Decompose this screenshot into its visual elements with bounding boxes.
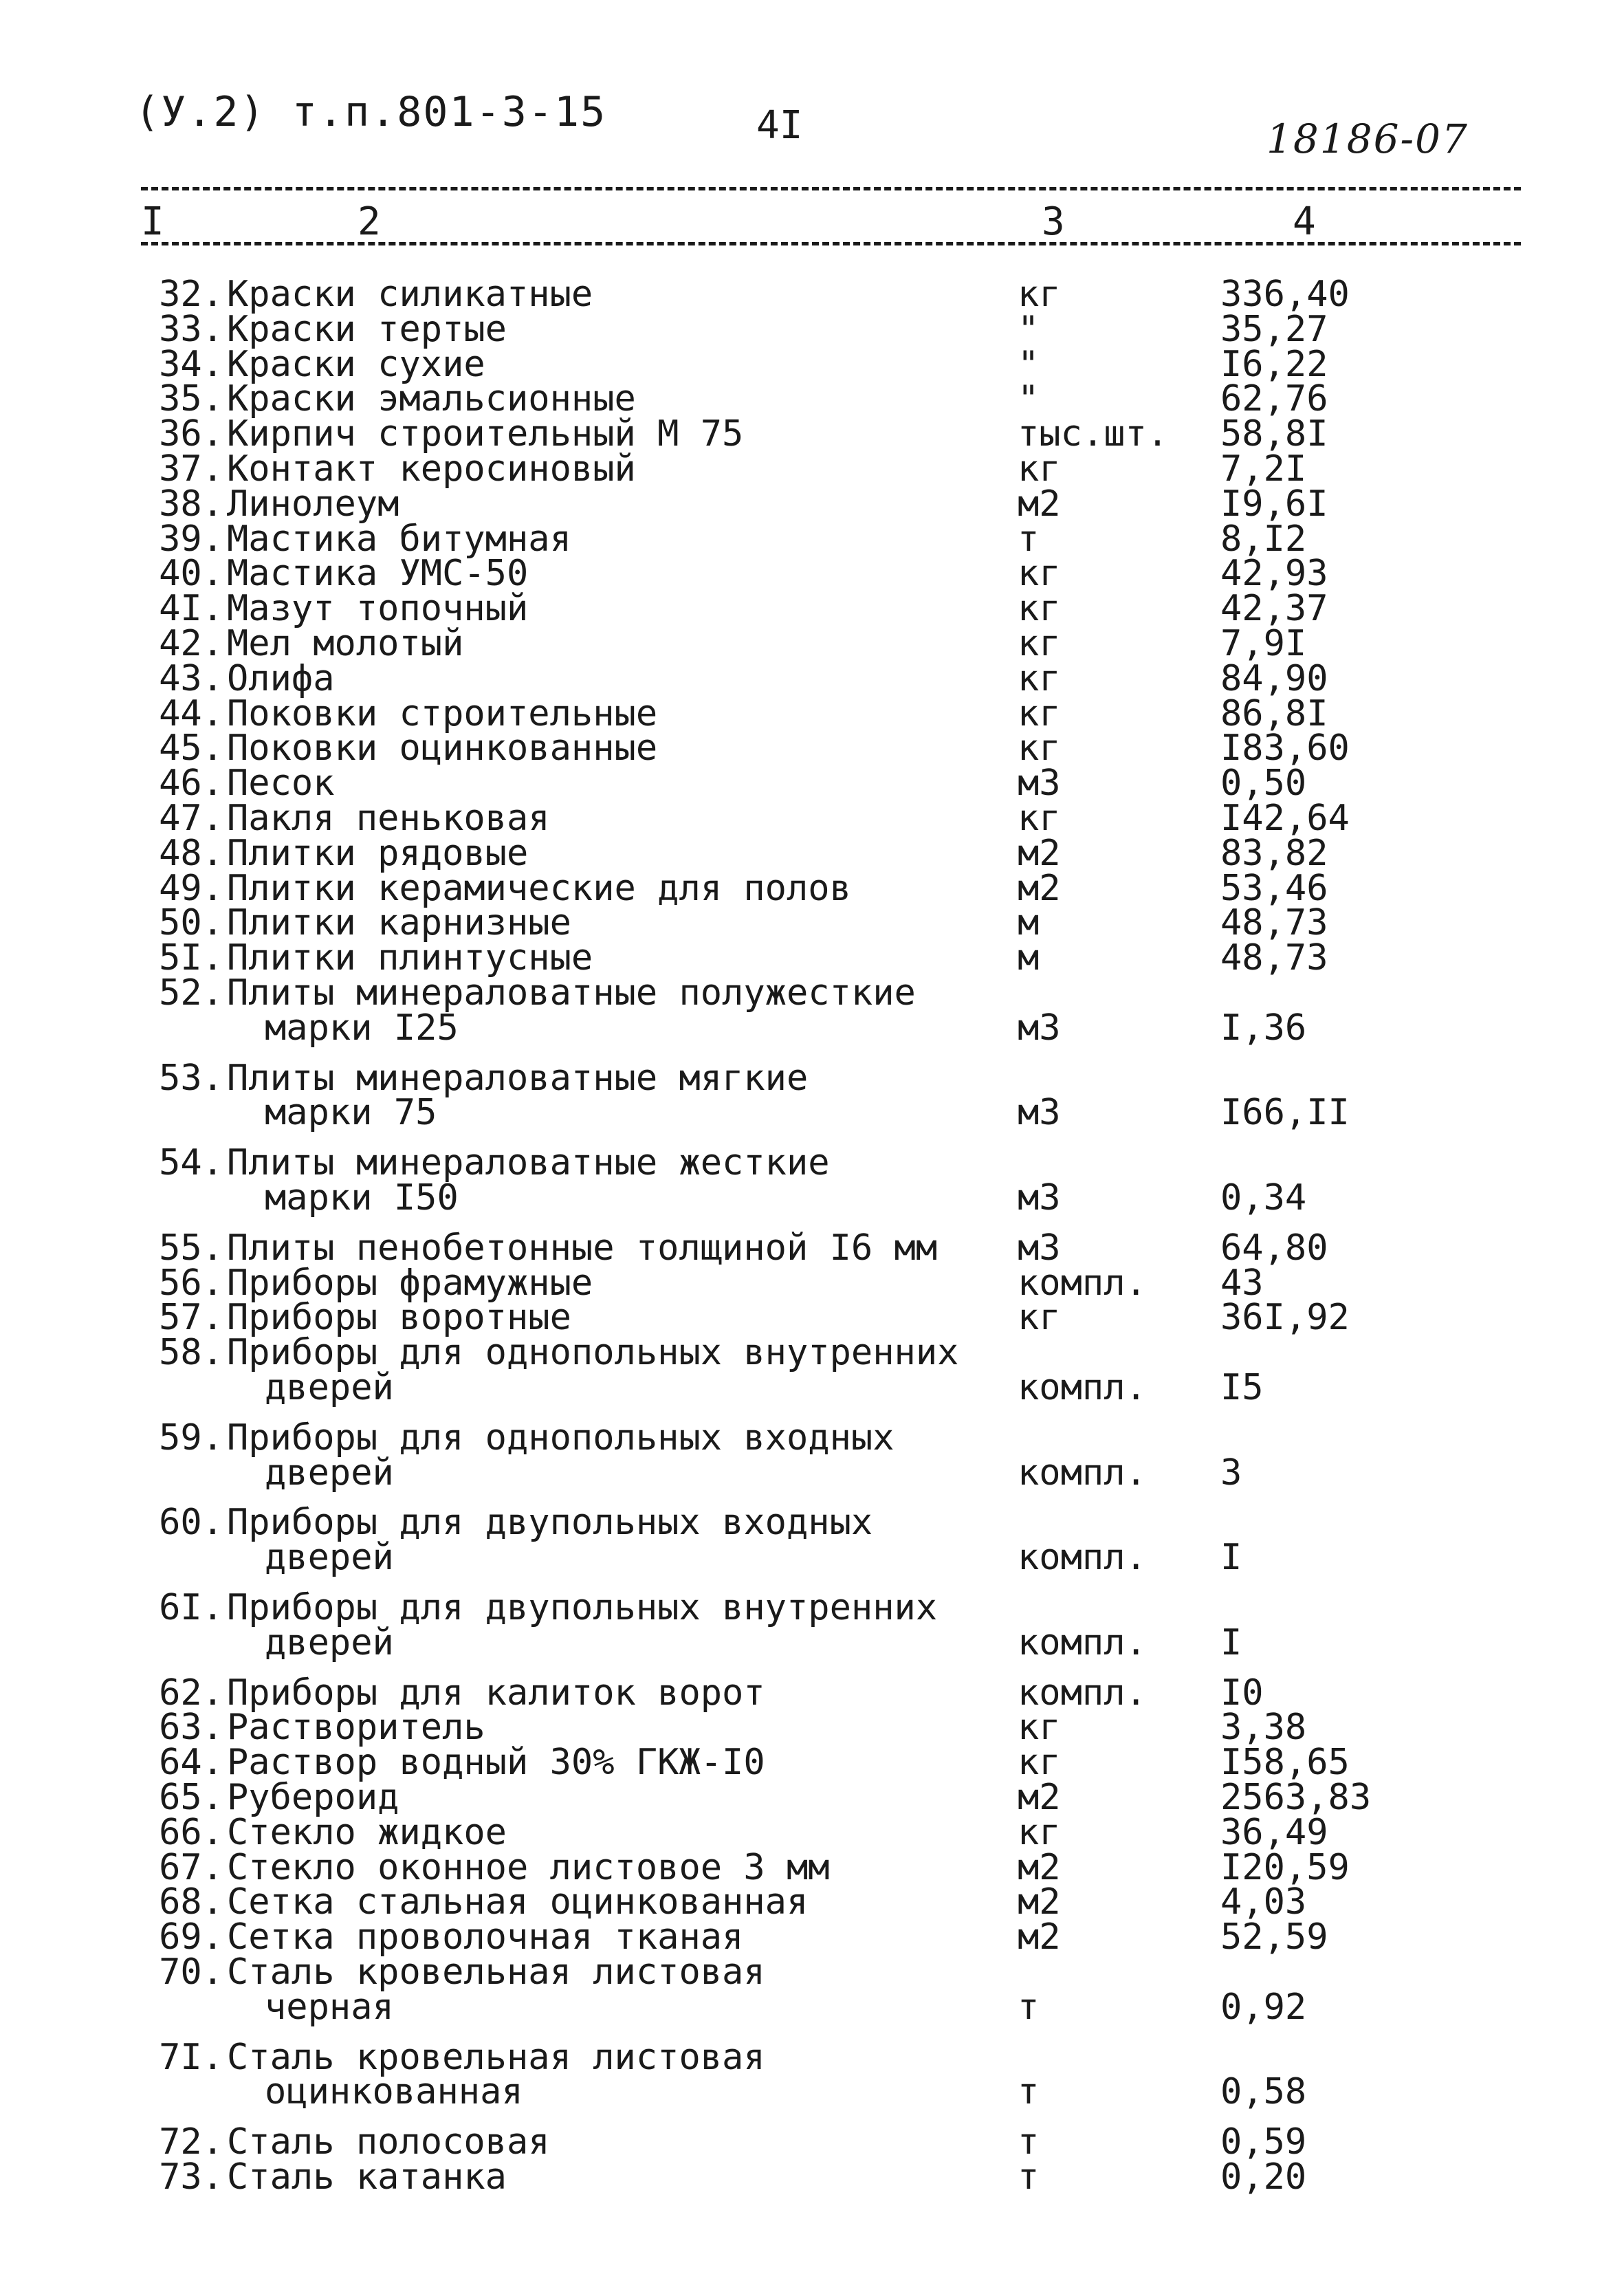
table-row [0,1883,1624,1921]
quantity: 4,03 [1220,1881,1307,1923]
quantity: I66,II [1220,1092,1350,1134]
quantity: 7,9I [1220,623,1307,664]
item-number: 62. [159,1672,223,1714]
material-name: Плитки керамические для полов [227,867,851,909]
material-name: Плитки рядовые [227,832,529,874]
quantity: 52,59 [1220,1916,1328,1958]
table-row [0,729,1624,767]
material-name: Поковки строительные [227,692,658,734]
item-number: 73. [159,2156,223,2198]
item-number: 57. [159,1297,223,1339]
material-name: Плиты минераловатные полужесткие [227,972,916,1014]
material-name: Сталь полосовая [227,2121,550,2163]
quantity: 3,38 [1220,1707,1307,1749]
unit-of-measure: кг [1018,657,1061,699]
quantity: 0,50 [1220,763,1307,805]
quantity: 53,46 [1220,867,1328,909]
material-name-continuation: оцинкованная [265,2071,523,2113]
table-row [0,485,1624,523]
material-name-continuation: марки I25 [265,1007,459,1049]
material-name: Краски эмальсионные [227,378,636,420]
table-row-continuation [0,1538,1624,1577]
item-number: 33. [159,308,223,350]
item-number: 46. [159,763,223,805]
table-row [0,692,1624,734]
material-name-continuation: дверей [265,1367,394,1408]
table-row-continuation [0,1368,1624,1407]
material-name-continuation: дверей [265,1621,394,1663]
item-number: 50. [159,902,223,944]
table-row-continuation [0,1179,1624,1217]
table-row [0,834,1624,873]
material-name: Мастика УМС-50 [227,553,529,595]
table-row [0,659,1624,698]
unit-of-measure: м3 [1018,1227,1061,1269]
unit-of-measure: т [1018,2121,1040,2163]
material-name: Плиты минераловатные жесткие [227,1142,830,1184]
quantity: I5 [1220,1367,1264,1408]
unit-of-measure: кг [1018,1742,1061,1784]
quantity: 58,8I [1220,413,1328,455]
quantity: 0,34 [1220,1177,1307,1218]
material-name: Линолеум [227,483,399,525]
material-name: Стекло оконное листовое 3 мм [227,1846,830,1888]
unit-of-measure: компл. [1018,1262,1147,1304]
material-name: Растворитель [227,1707,485,1749]
item-number: 56. [159,1262,223,1304]
table-row [0,1298,1624,1337]
quantity: 86,8I [1220,692,1328,734]
table-row [0,345,1624,384]
table-row-continuation [0,1988,1624,2026]
table-row [0,380,1624,418]
quantity: 0,20 [1220,2156,1307,2198]
item-number: 65. [159,1777,223,1818]
item-number: 5I. [159,937,223,979]
table-row [0,1743,1624,1782]
material-name: Контакт керосиновый [227,448,636,490]
item-number: 45. [159,728,223,769]
item-number: 43. [159,657,223,699]
material-name-continuation: марки 75 [265,1092,437,1134]
unit-of-measure: м3 [1018,1007,1061,1049]
unit-of-measure: м3 [1018,1177,1061,1218]
material-name: Сталь кровельная листовая [227,2036,765,2078]
material-name: Приборы для двупольных входных [227,1502,873,1544]
item-number: 54. [159,1142,223,1184]
item-number: 58. [159,1332,223,1374]
unit-of-measure: м2 [1018,867,1061,909]
unit-of-measure: компл. [1018,1452,1147,1494]
table-row-continuation [0,1454,1624,1492]
unit-of-measure: т [1018,518,1040,560]
quantity: 7,2I [1220,448,1307,490]
item-number: 6I. [159,1587,223,1628]
unit-of-measure: кг [1018,1297,1061,1339]
quantity: 43 [1220,1262,1264,1304]
table-row-continuation [0,1009,1624,1047]
item-number: 52. [159,972,223,1014]
item-number: 67. [159,1846,223,1888]
table-row [0,1953,1624,1991]
item-number: 37. [159,448,223,490]
material-name: Краски тертые [227,308,507,350]
material-name: Краски сухие [227,343,485,385]
quantity: I20,59 [1220,1846,1350,1888]
table-row [0,1144,1624,1182]
table-row [0,1419,1624,1457]
quantity: 62,76 [1220,378,1328,420]
quantity: 35,27 [1220,308,1328,350]
material-name-continuation: дверей [265,1452,394,1494]
item-number: 32. [159,274,223,315]
table-row [0,799,1624,838]
material-name: Плитки карнизные [227,902,571,944]
item-number: 38. [159,483,223,525]
quantity: I,36 [1220,1007,1307,1049]
quantity: 36,49 [1220,1811,1328,1853]
material-name: Приборы для однопольных внутренних [227,1332,959,1374]
table-row [0,1918,1624,1956]
item-number: 7I. [159,2036,223,2078]
unit-of-measure: м2 [1018,1916,1061,1958]
table-row [0,415,1624,453]
table-row [0,869,1624,908]
item-number: 63. [159,1707,223,1749]
material-name: Сталь кровельная листовая [227,1952,765,1993]
table-row-continuation [0,1093,1624,1132]
item-number: 42. [159,623,223,664]
unit-of-measure: кг [1018,728,1061,769]
quantity: 64,80 [1220,1227,1328,1269]
unit-of-measure: м2 [1018,1777,1061,1818]
material-name: Краски силикатные [227,274,593,315]
item-number: 48. [159,832,223,874]
table-row [0,763,1624,805]
table-row [0,1059,1624,1097]
unit-of-measure: компл. [1018,1672,1147,1714]
item-number: 72. [159,2121,223,2163]
table-row [0,904,1624,942]
material-name: Раствор водный 30% ГКЖ-I0 [227,1742,765,1784]
unit-of-measure: компл. [1018,1537,1147,1579]
unit-of-measure: кг [1018,448,1061,490]
item-number: 34. [159,343,223,385]
unit-of-measure: компл. [1018,1367,1147,1408]
quantity: 36I,92 [1220,1297,1350,1339]
quantity: I0 [1220,1672,1264,1714]
item-number: 69. [159,1916,223,1958]
table-row [0,1503,1624,1542]
table-row [0,1229,1624,1267]
item-number: 4I. [159,588,223,630]
quantity: I [1220,1537,1242,1579]
item-number: 40. [159,553,223,595]
quantity: I6,22 [1220,343,1328,385]
quantity: 0,59 [1220,2121,1307,2163]
item-number: 59. [159,1417,223,1458]
table-row [0,450,1624,488]
table-row [0,1333,1624,1372]
unit-of-measure: кг [1018,1811,1061,1853]
item-number: 53. [159,1057,223,1099]
material-name: Плиты пенобетонные толщиной I6 мм [227,1227,938,1269]
unit-of-measure: м [1018,937,1040,979]
material-name: Приборы фрамужные [227,1262,593,1304]
unit-of-measure: м3 [1018,1092,1061,1134]
material-name: Сетка стальная оцинкованная [227,1881,809,1923]
unit-of-measure: тыс.шт. [1018,413,1169,455]
quantity: 48,73 [1220,937,1328,979]
item-number: 66. [159,1811,223,1853]
item-number: 70. [159,1952,223,1993]
table-row [0,1674,1624,1712]
quantity: 3 [1220,1452,1242,1494]
item-number: 39. [159,518,223,560]
material-name: Плиты минераловатные мягкие [227,1057,809,1099]
material-name: Песок [227,763,335,805]
table-row [0,1848,1624,1887]
unit-of-measure: м2 [1018,483,1061,525]
item-number: 68. [159,1881,223,1923]
material-name: Плитки плинтусные [227,937,593,979]
item-number: 55. [159,1227,223,1269]
material-name-continuation: черная [265,1986,394,2028]
material-name: Мастика битумная [227,518,571,560]
unit-of-measure: компл. [1018,1621,1147,1663]
column-header-2: 2 [358,199,381,244]
quantity: 8,I2 [1220,518,1307,560]
table-row [0,624,1624,663]
quantity: I [1220,1621,1242,1663]
table-row [0,520,1624,558]
table-row [0,1778,1624,1817]
unit-of-measure: кг [1018,798,1061,839]
item-number: 64. [159,1742,223,1784]
quantity: 42,93 [1220,553,1328,595]
table-row [0,310,1624,349]
unit-of-measure: т [1018,2156,1040,2198]
table-row [0,2123,1624,2161]
material-name: Поковки оцинкованные [227,728,658,769]
quantity: 48,73 [1220,902,1328,944]
table-row [0,275,1624,314]
item-number: 44. [159,692,223,734]
quantity: 0,92 [1220,1986,1307,2028]
unit-of-measure: м2 [1018,832,1061,874]
page-number: 4I [756,103,803,148]
document-reference: (У.2) т.п.801-3-15 [135,88,607,136]
unit-of-measure: м2 [1018,1881,1061,1923]
item-number: 60. [159,1502,223,1544]
item-number: 36. [159,413,223,455]
quantity: 42,37 [1220,588,1328,630]
column-header-4: 4 [1293,199,1316,244]
unit-of-measure: м3 [1018,763,1061,805]
table-row [0,1813,1624,1852]
material-name: Приборы для калиток ворот [227,1672,765,1714]
material-name: Приборы для однопольных входных [227,1417,895,1458]
table-row [0,1708,1624,1747]
unit-of-measure: м2 [1018,1846,1061,1888]
material-name: Мазут топочный [227,588,529,630]
material-name-continuation: дверей [265,1537,394,1579]
material-name: Рубероид [227,1777,399,1818]
quantity: 0,58 [1220,2071,1307,2113]
table-row [0,2038,1624,2077]
unit-of-measure: кг [1018,1707,1061,1749]
column-header-1: I [141,199,164,244]
table-row [0,939,1624,977]
material-name: Сталь катанка [227,2156,507,2198]
unit-of-measure: кг [1018,692,1061,734]
unit-of-measure: кг [1018,274,1061,315]
unit-of-measure: т [1018,2071,1040,2113]
unit-of-measure: " [1018,308,1040,350]
unit-of-measure: т [1018,1986,1040,2028]
table-row [0,1264,1624,1302]
quantity: 2563,83 [1220,1777,1372,1818]
quantity: I83,60 [1220,728,1350,769]
table-row [0,554,1624,593]
material-name: Стекло жидкое [227,1811,507,1853]
material-name: Мел молотый [227,623,464,664]
quantity: I42,64 [1220,798,1350,839]
unit-of-measure: кг [1018,553,1061,595]
unit-of-measure: " [1018,378,1040,420]
material-name-continuation: марки I50 [265,1177,459,1218]
material-name: Приборы для двупольных внутренних [227,1587,938,1628]
quantity: I9,6I [1220,483,1328,525]
table-row-continuation [0,2073,1624,2111]
item-number: 35. [159,378,223,420]
material-name: Сетка проволочная тканая [227,1916,744,1958]
item-number: 49. [159,867,223,909]
table-row [0,589,1624,628]
unit-of-measure: " [1018,343,1040,385]
table-row [0,2158,1624,2196]
quantity: 84,90 [1220,657,1328,699]
unit-of-measure: кг [1018,588,1061,630]
material-name: Пакля пеньковая [227,798,550,839]
column-header-3: 3 [1042,199,1065,244]
quantity: I58,65 [1220,1742,1350,1784]
unit-of-measure: кг [1018,623,1061,664]
handwritten-code: 18186-07 [1266,116,1469,162]
material-name: Приборы воротные [227,1297,571,1339]
table-row-continuation [0,1623,1624,1662]
table-row [0,1588,1624,1627]
material-name: Кирпич строительный М 75 [227,413,744,455]
item-number: 47. [159,798,223,839]
quantity: 336,40 [1220,274,1350,315]
unit-of-measure: м [1018,902,1040,944]
material-name: Олифа [227,657,335,699]
table-row [0,974,1624,1012]
quantity: 83,82 [1220,832,1328,874]
